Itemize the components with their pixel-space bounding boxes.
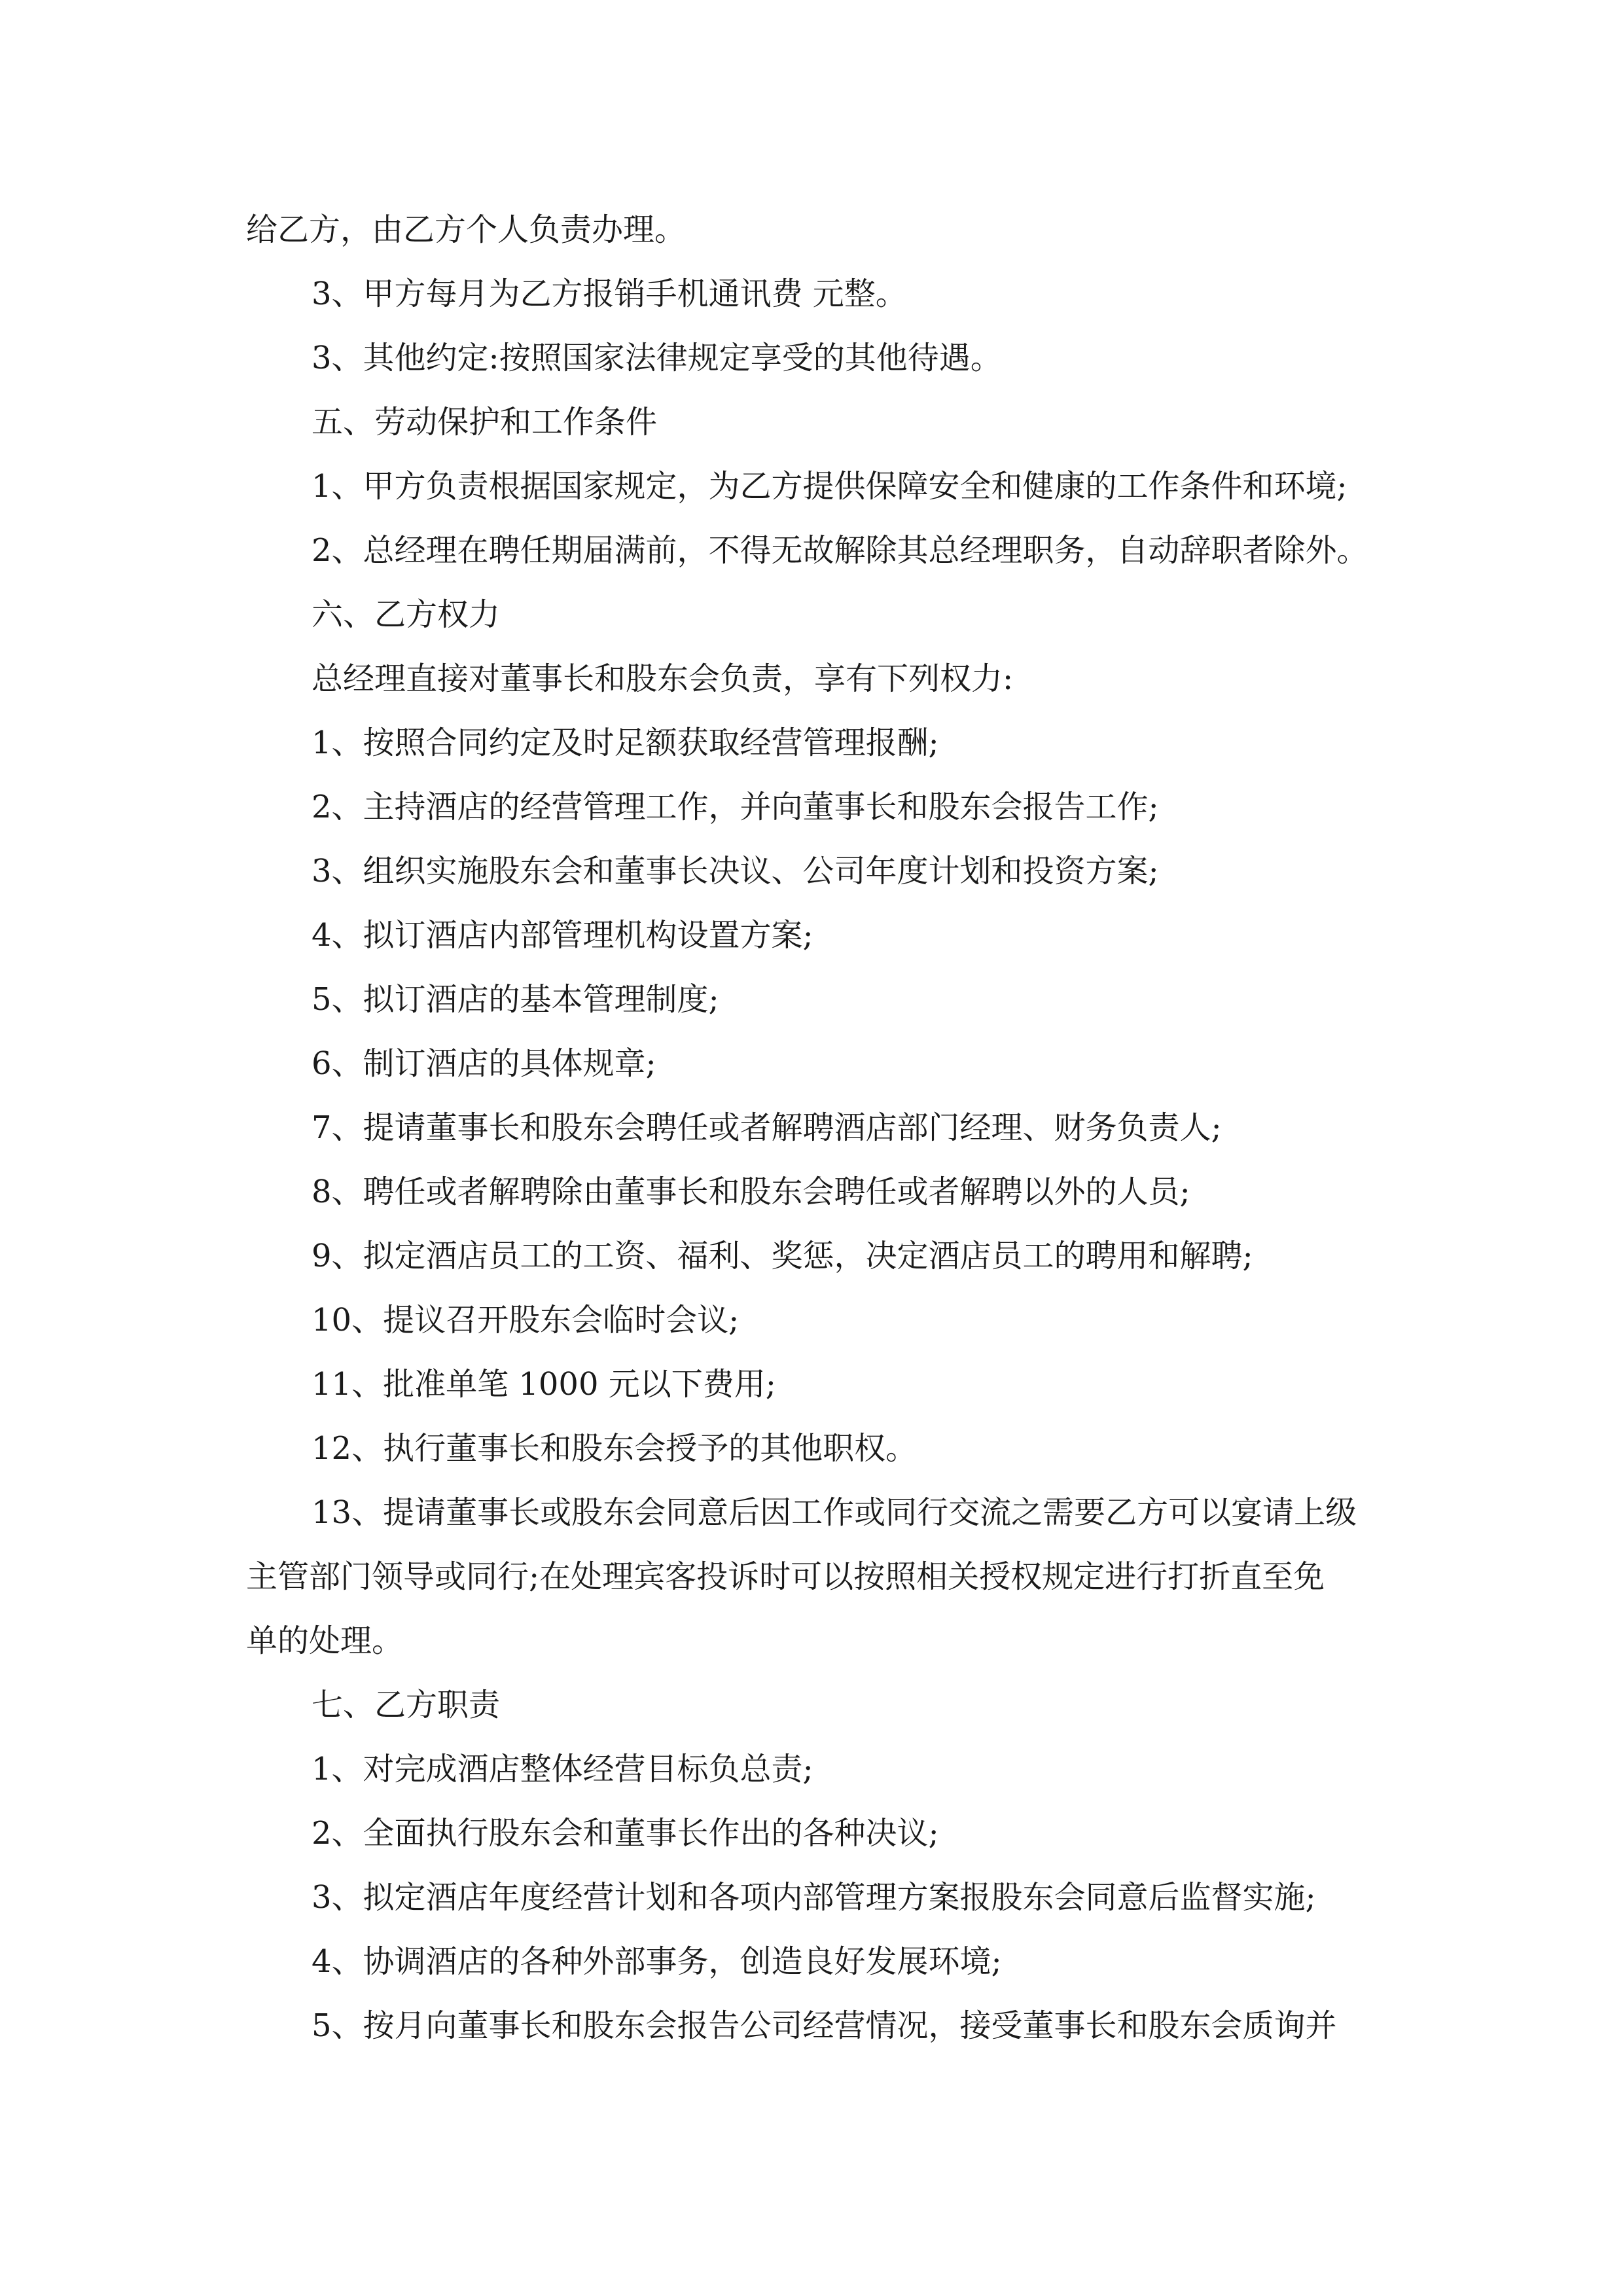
document-line: 主管部门领导或同行;在处理宾客投诉时可以按照相关授权规定进行打折直至免 bbox=[246, 1558, 1325, 1595]
document-line: 1、对完成酒店整体经营目标负总责; bbox=[312, 1751, 813, 1787]
document-line: 5、按月向董事长和股东会报告公司经营情况，接受董事长和股东会质询并 bbox=[312, 2007, 1337, 2044]
document-line: 五、劳动保护和工作条件 bbox=[312, 404, 658, 440]
document-line: 10、提议召开股东会临时会议; bbox=[312, 1302, 740, 1338]
document-line: 总经理直接对董事长和股东会负责，享有下列权力: bbox=[312, 660, 1014, 697]
document-line: 4、协调酒店的各种外部事务，创造良好发展环境; bbox=[312, 1943, 1002, 1980]
document-line: 8、聘任或者解聘除由董事长和股东会聘任或者解聘以外的人员; bbox=[312, 1174, 1190, 1210]
document-line: 2、主持酒店的经营管理工作，并向董事长和股东会报告工作; bbox=[312, 789, 1159, 825]
document-line: 1、按照合同约定及时足额获取经营管理报酬; bbox=[312, 725, 939, 761]
document-line: 单的处理。 bbox=[246, 1623, 404, 1659]
document-line: 6、制订酒店的具体规章; bbox=[312, 1045, 656, 1082]
document-line: 六、乙方权力 bbox=[312, 596, 501, 633]
document-line: 12、执行董事长和股东会授予的其他职权。 bbox=[312, 1430, 918, 1467]
document-line: 3、组织实施股东会和董事长决议、公司年度计划和投资方案; bbox=[312, 853, 1159, 889]
document-line: 9、拟定酒店员工的工资、福利、奖惩，决定酒店员工的聘用和解聘; bbox=[312, 1238, 1253, 1274]
document-line: 5、拟订酒店的基本管理制度; bbox=[312, 981, 719, 1018]
document-body bbox=[246, 198, 1385, 2058]
document-line: 1、甲方负责根据国家规定，为乙方提供保障安全和健康的工作条件和环境; bbox=[312, 468, 1347, 505]
document-line: 4、拟订酒店内部管理机构设置方案; bbox=[312, 917, 813, 954]
document-line: 3、其他约定:按照国家法律规定享受的其他待遇。 bbox=[312, 340, 1002, 376]
document-line: 3、甲方每月为乙方报销手机通讯费 元整。 bbox=[312, 276, 907, 312]
document-line: 2、全面执行股东会和董事长作出的各种决议; bbox=[312, 1815, 939, 1852]
document-line: 七、乙方职责 bbox=[312, 1687, 501, 1723]
document-line: 2、总经理在聘任期届满前，不得无故解除其总经理职务，自动辞职者除外。 bbox=[312, 532, 1368, 569]
document-line: 3、拟定酒店年度经营计划和各项内部管理方案报股东会同意后监督实施; bbox=[312, 1879, 1316, 1916]
document-line: 11、批准单笔 1000 元以下费用; bbox=[312, 1366, 776, 1403]
document-line: 13、提请董事长或股东会同意后因工作或同行交流之需要乙方可以宴请上级 bbox=[312, 1494, 1357, 1531]
document-line: 7、提请董事长和股东会聘任或者解聘酒店部门经理、财务负责人; bbox=[312, 1109, 1222, 1146]
document-line: 给乙方，由乙方个人负责办理。 bbox=[246, 211, 687, 248]
